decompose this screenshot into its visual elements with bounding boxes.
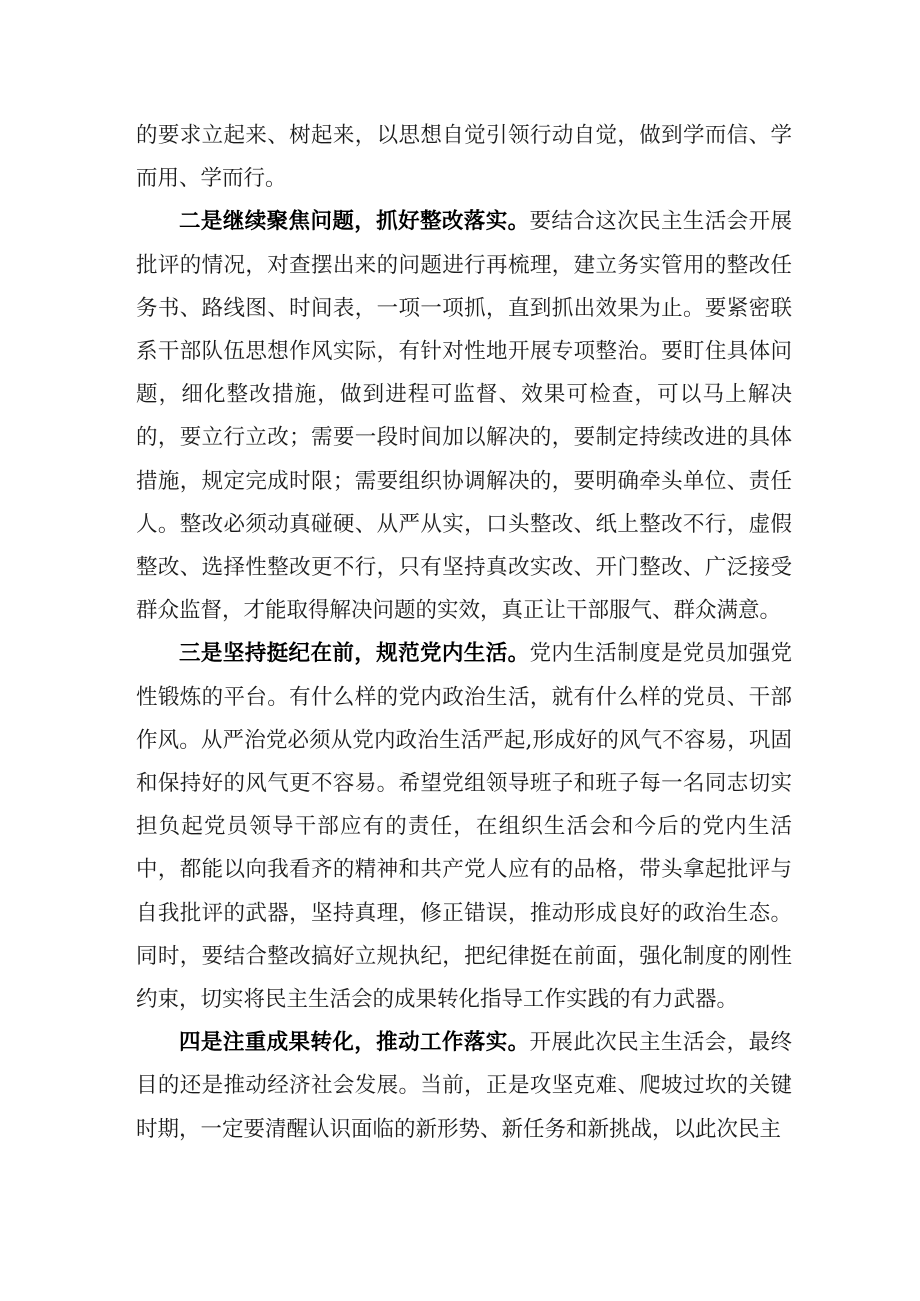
paragraph-2-heading: 二是继续聚焦问题，抓好整改落实。: [179, 209, 530, 235]
paragraph-1-text: 的要求立起来、树起来，以思想自觉引领行动自觉，做到学而信、学而用、学而行。: [136, 123, 792, 192]
paragraph-4-text: 开展此次民主生活会，最终目的还是推动经济社会发展。当前，正是攻坚克难、爬坡过坎的关键时期，一定要清醒认识面临的新形势、新任务和新挑战，以此次民主: [136, 1030, 792, 1142]
paragraph-2: [136, 200, 792, 632]
paragraph-1: [136, 114, 792, 200]
paragraph-3: [136, 632, 792, 1021]
paragraph-3-heading: 三是坚持挺纪在前，规范党内生活。: [179, 641, 530, 667]
paragraph-3-text: 党内生活制度是党员加强党性锻炼的平台。有什么样的党内政治生活，就有什么样的党员、干部作风。从严治党必须从党内政治生活严起,形成好的风气不容易，巩固和保持好的风气更不容易。希望党组领导班子和班子每一名同志切实担负起党员领导干部应有的责任，在组织生活会和今后的党内生活中，都能以向我看齐的精神和共产党人应有的品格，带头拿起批评与自我批评的武器，坚持真理，修正错误，推动形成良好的政治生态。同时，要结合整改搞好立规执纪，把纪律挺在前面，强化制度的刚性约束，切实将民主生活会的成果转化指导工作实践的有力武器。: [136, 641, 792, 1013]
paragraph-2-text: 要结合这次民主生活会开展批评的情况，对查摆出来的问题进行再梳理，建立务实管用的整改任务书、路线图、时间表，一项一项抓，直到抓出效果为止。要紧密联系干部队伍思想作风实际，有针对性地开展专项整治。要盯住具体问题，细化整改措施，做到进程可监督、效果可检查，可以马上解决的，要立行立改；需要一段时间加以解决的，要制定持续改进的具体措施，规定完成时限；需要组织协调解决的，要明确牵头单位、责任人。整改必须动真碰硬、从严从实，口头整改、纸上整改不行，虚假整改、选择性整改更不行，只有坚持真改实改、开门整改、广泛接受群众监督，才能取得解决问题的实效，真正让干部服气、群众满意。: [136, 209, 792, 624]
document-body: [136, 114, 792, 1151]
paragraph-4-heading: 四是注重成果转化，推动工作落实。: [179, 1030, 530, 1056]
paragraph-4: [136, 1021, 792, 1151]
